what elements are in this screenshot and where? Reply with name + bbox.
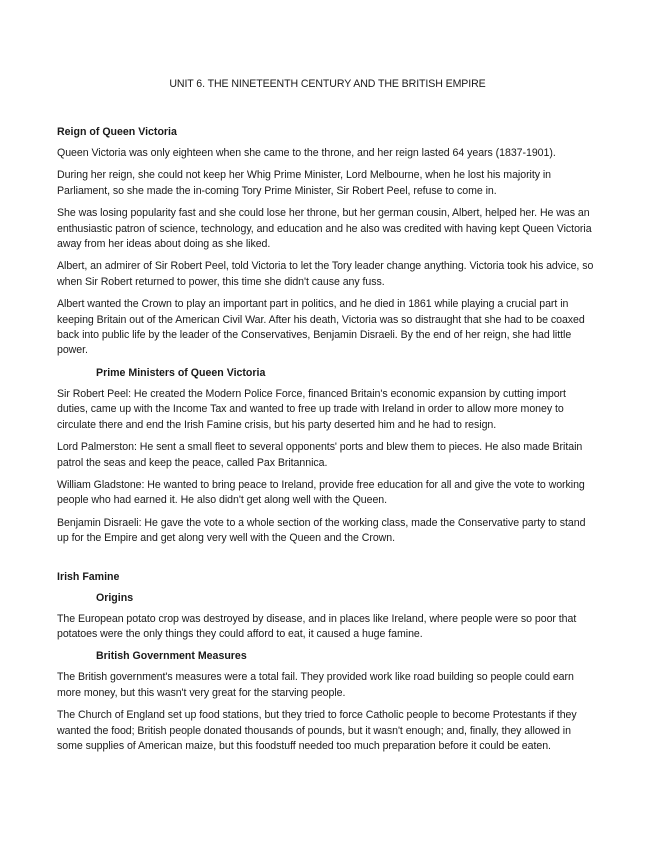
subsection-heading-origins: Origins (96, 591, 134, 604)
paragraph: Albert wanted the Crown to play an important part in politics, and he died in 1861 while playing a crucial part in keeping Britain out of the American Civil War. After his death, Victoria was so distraught that she had to be coaxed back into public life by the leader of the Conservatives, Benjamin Disraeli. By the end of her reign, she had little power. (57, 298, 585, 357)
paragraph: Benjamin Disraeli: He gave the vote to a whole section of the working class, made the Conservative party to stand up for the Empire and get along very well with the Queen and the Crown. (57, 516, 586, 545)
paragraph: During her reign, she could not keep her Whig Prime Minister, Lord Melbourne, when he lost his majority in Parliament, so she made the in-coming Tory Prime Minister, Sir Robert Peel, refuse to come in. (57, 169, 552, 197)
paragraph: Albert, an admirer of Sir Robert Peel, told Victoria to let the Tory leader change anything. Victoria took his advice, so when Sir Robert returned to power, this time she didn't cause any fuss. (57, 260, 594, 288)
paragraph: The European potato crop was destroyed by disease, and in places like Ireland, where people were so poor that potatoes were the only things they could afford to eat, it caused a huge famine. (57, 612, 577, 640)
paragraph: William Gladstone: He wanted to bring peace to Ireland, provide free education for all and give the vote to working people who had earned it. He also didn't get along well with the Queen. (57, 478, 585, 507)
section-heading-reign: Reign of Queen Victoria (57, 126, 177, 138)
paragraph: Sir Robert Peel: He created the Modern Police Force, financed Britain's economic expansion by cutting import duties, came up with the Income Tax and wanted to free up trade with Ireland in order to allow more money to circulate there and end the Irish Famine crisis, but his party deserted him and he had to resign. (57, 387, 566, 431)
unit-title: UNIT 6. THE NINETEENTH CENTURY AND THE BRITISH EMPIRE (169, 78, 486, 90)
paragraph: The British government's measures were a total fail. They provided work like road building so people could earn more money, but this wasn't very great for the starving people. (57, 671, 574, 699)
document-page (57, 76, 598, 761)
paragraph: She was losing popularity fast and she could lose her throne, but her german cousin, Albert, helped her. He was an enthusiastic patron of science, technology, and education and he also was credited with having kept Queen Victoria away from her ideas about doing as she liked. (57, 207, 592, 251)
section-heading-irish-famine: Irish Famine (57, 570, 120, 583)
section-spacer (57, 554, 598, 570)
paragraph: Queen Victoria was only eighteen when she came to the throne, and her reign lasted 64 years (1837-1901). (57, 147, 556, 159)
subsection-heading-government-measures: British Government Measures (96, 650, 247, 663)
subsection-heading-prime-ministers: Prime Ministers of Queen Victoria (96, 366, 266, 379)
paragraph: The Church of England set up food stations, but they tried to force Catholic people to become Protestants if they wanted the food; British people donated thousands of pounds, but it wasn't enough; and, finally, they allowed in some supplies of American maize, but this foodstuff needed too much preparation before it could be eaten. (57, 709, 577, 752)
paragraph: Lord Palmerston: He sent a small fleet to several opponents' ports and blew them to pieces. He also made Britain patrol the seas and keep the peace, called Pax Britannica. (57, 441, 583, 469)
